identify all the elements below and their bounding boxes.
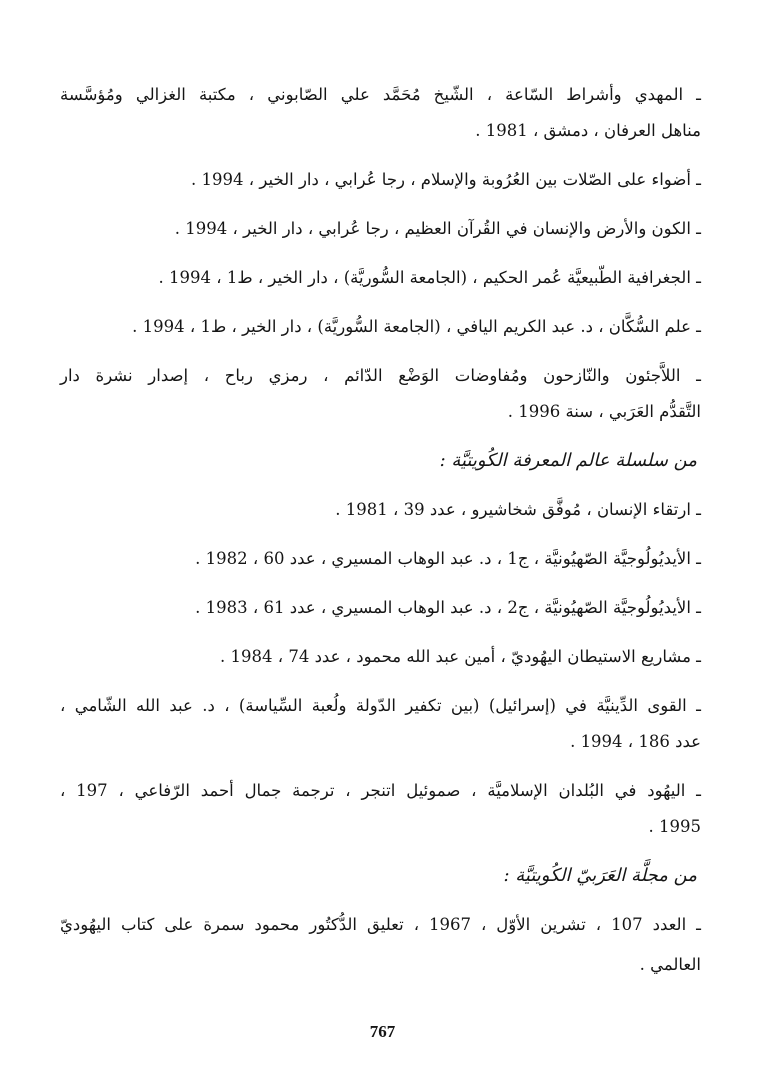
entry-adad-107-line1: ـ العدد 107 ، تشرين الأوّل ، 1967 ، تعليق الدُّكتُور محمود سمرة على كتاب اليهُوديّ xyxy=(60,915,701,934)
entry-ilm-sukkan: ـ علم السُّكَّان ، د. عبد الكريم اليافي ، (الجامعة السُّوريَّة) ، دار الخير ، ط1 ، 1994 . xyxy=(132,317,701,336)
entry-irtiqa: ـ ارتقاء الإنسان ، مُوفَّق شخاشيرو ، عدد 39 ، 1981 . xyxy=(335,500,701,519)
entry-adad-107-line2: العالمي . xyxy=(639,955,701,974)
entry-ideology-2: ـ الأيديُولُوجيَّة الصّهيُونيَّة ، ج2 ، د. عبد الوهاب المسيري ، عدد 61 ، 1983 . xyxy=(195,598,701,617)
section-heading-majallat-alarabi: من مجلَّة العَرَبيّ الكُويتيَّة : xyxy=(503,865,697,886)
entry-mahdi-line2: مناهل العرفان ، دمشق ، 1981 . xyxy=(475,121,701,140)
entry-lajiun-line2: التَّقدُّم العَرَبي ، سنة 1996 . xyxy=(507,402,701,421)
section-heading-alam-almaarifa: من سلسلة عالم المعرفة الكُويتيَّة : xyxy=(439,450,697,471)
entry-quwa-line2: عدد 186 ، 1994 . xyxy=(570,732,701,751)
entry-mahdi-line1: ـ المهدي وأشراط السّاعة ، الشّيخ مُحَمَّد علي الصّابوني ، مكتبة الغزالي ومُؤسَّسة xyxy=(60,85,701,104)
entry-adwa: ـ أضواء على الصّلات بين العُرُوبة والإسلام ، رجا عُرابي ، دار الخير ، 1994 . xyxy=(191,170,701,189)
entry-yahud-line1: ـ اليهُود في البُلدان الإسلاميَّة ، صموئيل اتنجر ، ترجمة جمال أحمد الرّفاعي ، 197 ، xyxy=(60,781,701,800)
entry-jughrafiya: ـ الجغرافية الطّبيعيَّة عُمر الحكيم ، (الجامعة السُّوريَّة) ، دار الخير ، ط1 ، 1994 . xyxy=(158,268,701,287)
page-number: 767 xyxy=(369,1022,396,1041)
entry-yahud-line2: 1995 . xyxy=(648,817,701,836)
entry-quwa-line1: ـ القوى الدِّينيَّة في (إسرائيل) (بين تكفير الدّولة ولُعبة السِّياسة) ، د. عبد الله الشّامي ، xyxy=(60,696,701,715)
entry-lajiun-line1: ـ اللاَّجئون والنّازحون ومُفاوضات الوَضْع الدّائم ، رمزي رباح ، إصدار نشرة دار xyxy=(60,366,701,385)
entry-istitan: ـ مشاريع الاستيطان اليهُوديّ ، أمين عبد الله محمود ، عدد 74 ، 1984 . xyxy=(220,647,701,666)
entry-ideology-1: ـ الأيديُولُوجيَّة الصّهيُونيَّة ، ج1 ، د. عبد الوهاب المسيري ، عدد 60 ، 1982 . xyxy=(195,549,701,568)
entry-kawn: ـ الكون والأرض والإنسان في القُرآن العظيم ، رجا عُرابي ، دار الخير ، 1994 . xyxy=(174,219,701,238)
